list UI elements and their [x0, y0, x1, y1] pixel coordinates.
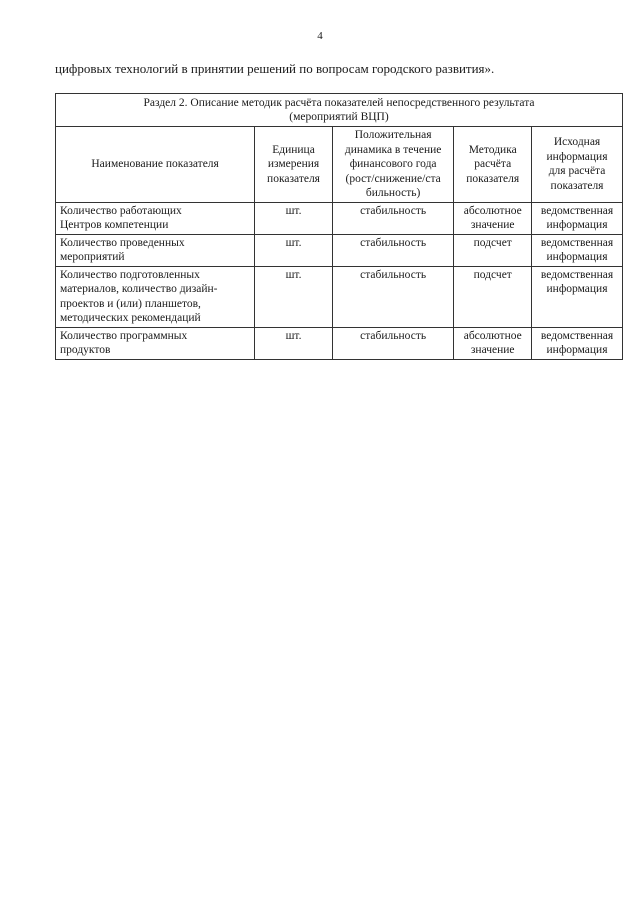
unit-cell: шт.: [255, 202, 333, 234]
header-dynamics: Положительная динамика в течение финансового года (рост/снижение/ста бильность): [332, 127, 454, 203]
source-cell: ведомственная информация: [532, 327, 623, 359]
dynamics-cell: стабильность: [332, 202, 454, 234]
unit-cell: шт.: [255, 234, 333, 266]
table-row: [56, 202, 623, 234]
table-row: [56, 234, 623, 266]
method-cell: подсчет: [454, 266, 532, 327]
section-title-row: [56, 94, 623, 127]
unit-cell: шт.: [255, 327, 333, 359]
table-row: [56, 266, 623, 327]
dynamics-cell: стабильность: [332, 266, 454, 327]
indicator-name-cell: Количество работающих Центров компетенции: [56, 202, 255, 234]
dynamics-cell: стабильность: [332, 234, 454, 266]
table-row: [56, 327, 623, 359]
source-cell: ведомственная информация: [532, 234, 623, 266]
indicator-name-cell: Количество программных продуктов: [56, 327, 255, 359]
method-cell: подсчет: [454, 234, 532, 266]
method-cell: абсолютное значение: [454, 202, 532, 234]
source-cell: ведомственная информация: [532, 266, 623, 327]
indicators-table: [55, 93, 623, 360]
indicator-name-cell: Количество проведенных мероприятий: [56, 234, 255, 266]
indicator-name-cell: Количество подготовленных материалов, количество дизайн- проектов и (или) планшетов, методических рекомендаций: [56, 266, 255, 327]
unit-cell: шт.: [255, 266, 333, 327]
table-header-row: [56, 127, 623, 203]
section-title: Раздел 2. Описание методик расчёта показателей непосредственного результата (мероприятий ВЦП): [56, 94, 623, 127]
source-cell: ведомственная информация: [532, 202, 623, 234]
page-number: 4: [317, 30, 323, 42]
method-cell: абсолютное значение: [454, 327, 532, 359]
header-unit: Единица измерения показателя: [255, 127, 333, 203]
header-method: Методика расчёта показателя: [454, 127, 532, 203]
header-source: Исходная информация для расчёта показателя: [532, 127, 623, 203]
intro-text: цифровых технологий в принятии решений по вопросам городского развития».: [55, 61, 495, 76]
dynamics-cell: стабильность: [332, 327, 454, 359]
header-indicator-name: Наименование показателя: [56, 127, 255, 203]
